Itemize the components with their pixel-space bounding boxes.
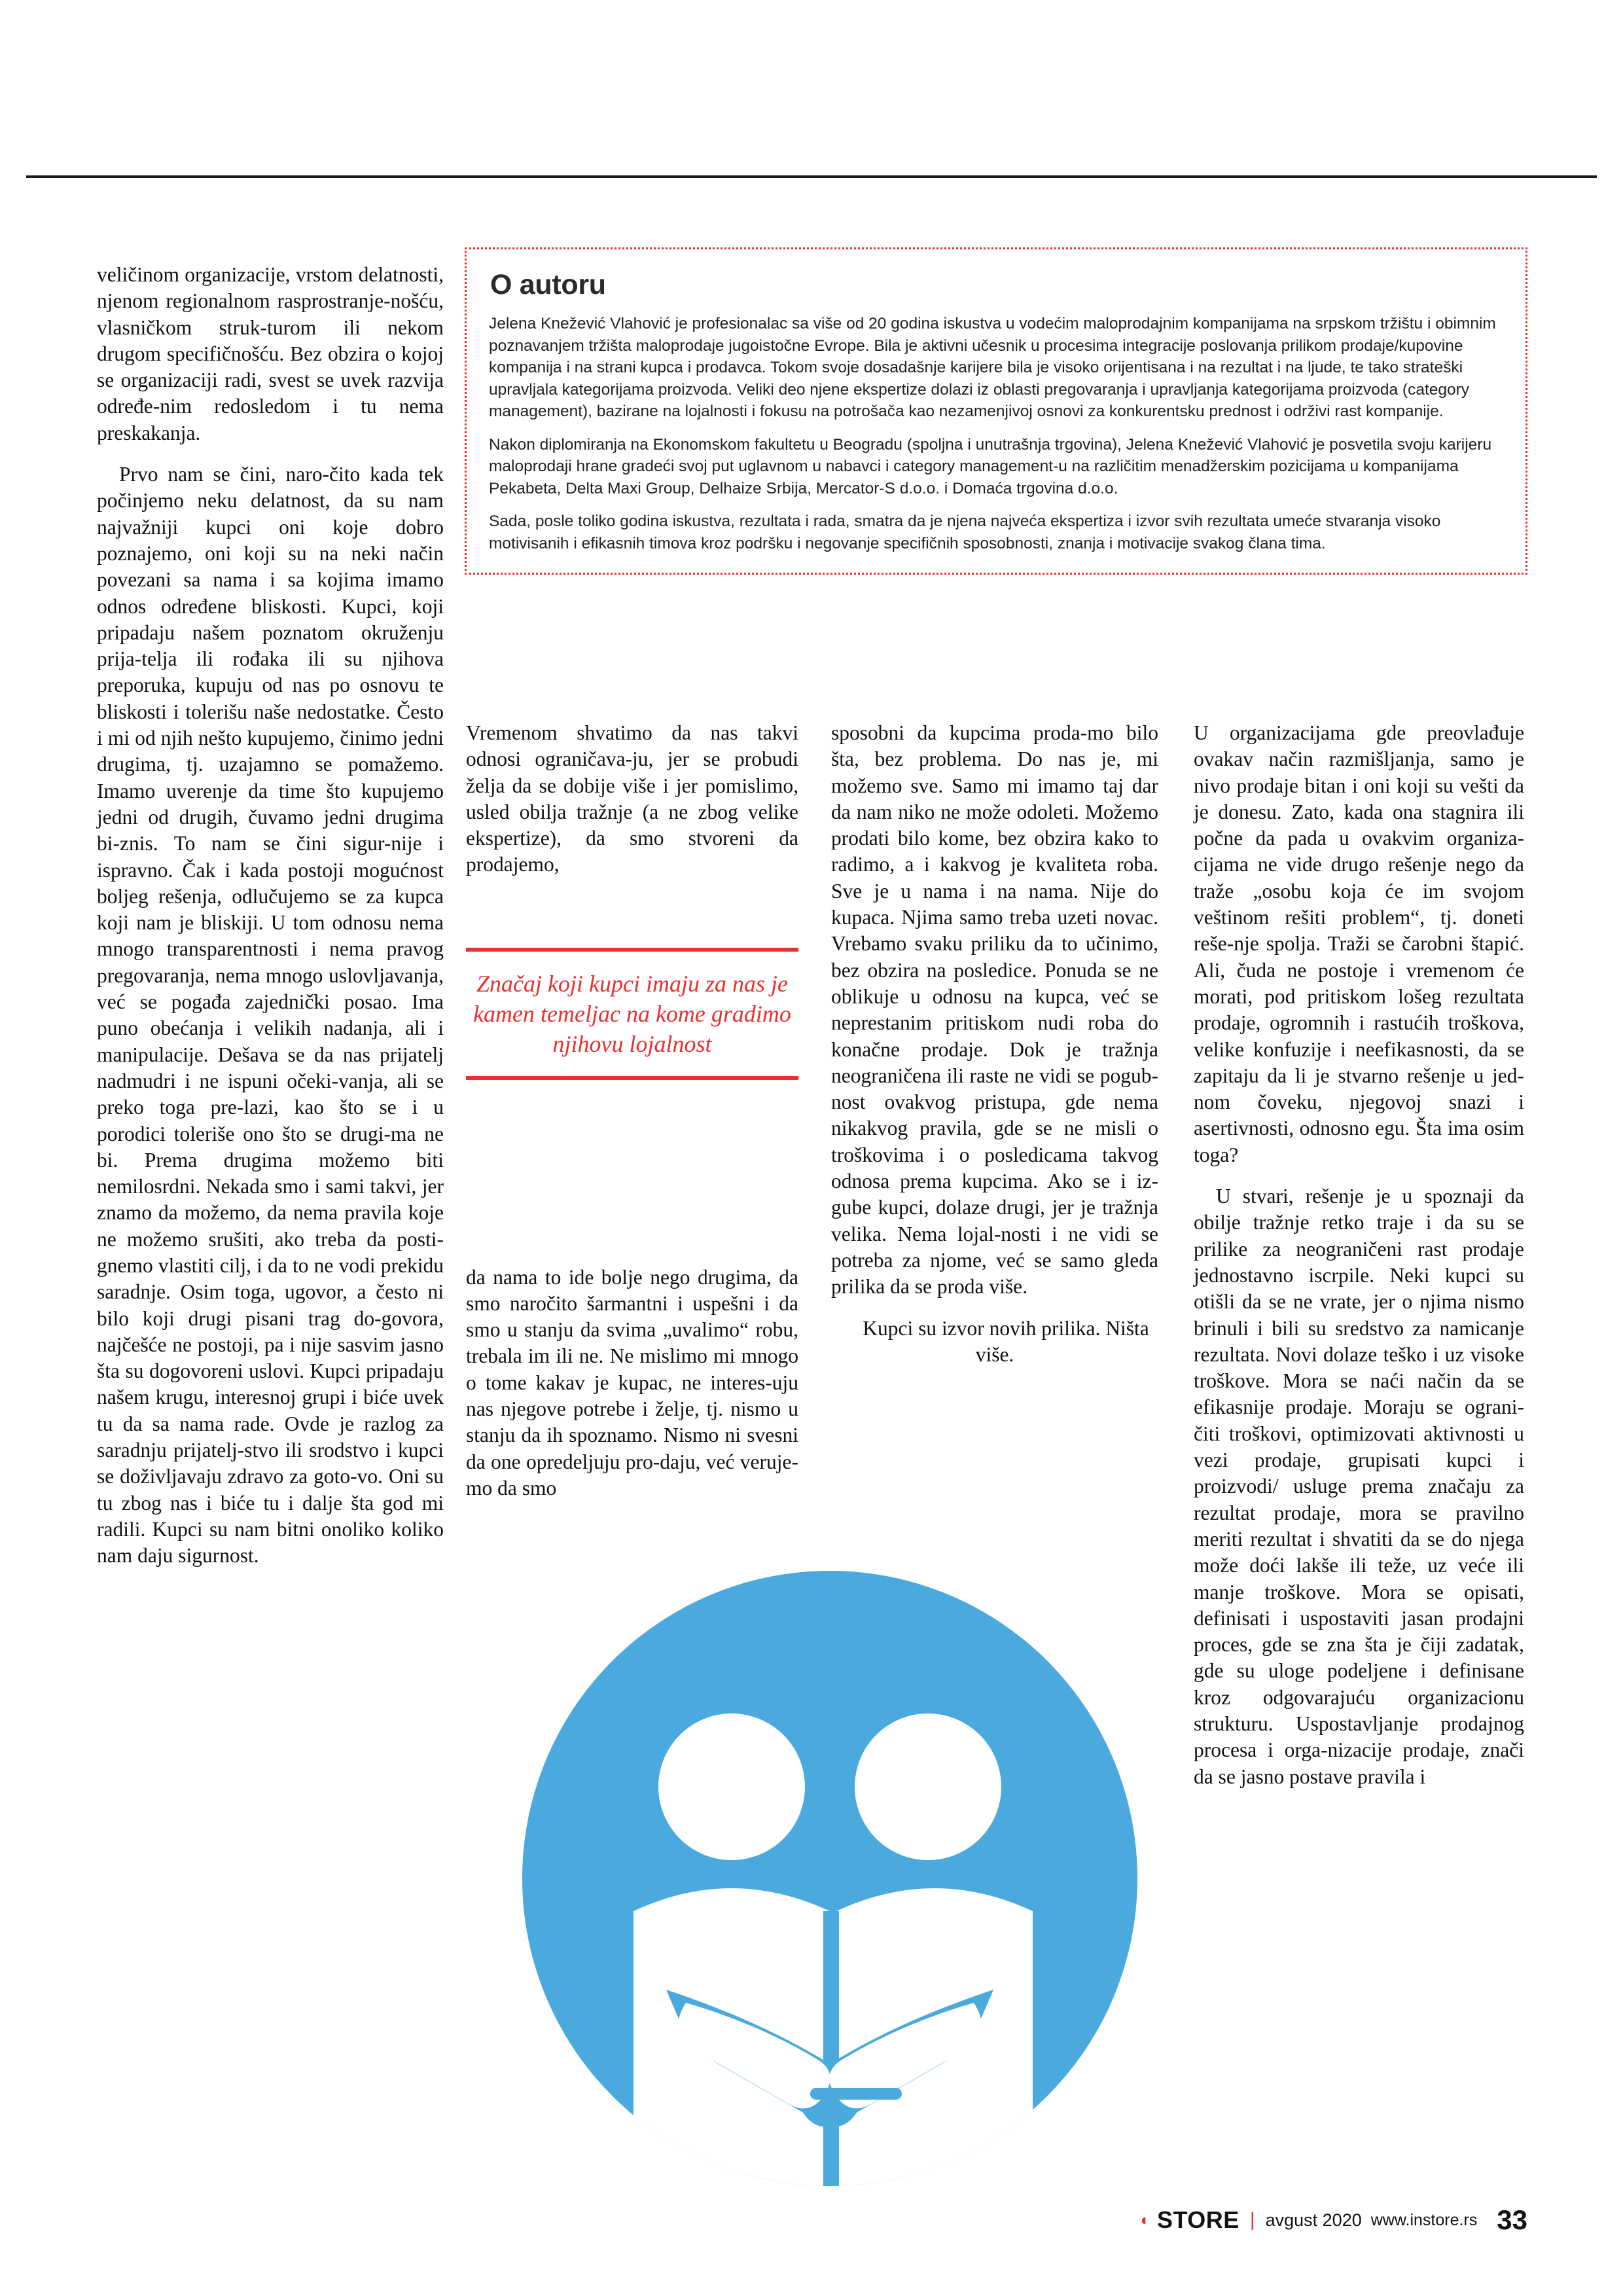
paragraph: Prvo nam se čini, naro-čito kada tek počinjemo neku delatnost, da su nam najvažniji kupci oni koje dobro poznajemo, oni koji su na neki način povezani sa nama i sa kojima imamo odnos određene bliskosti. Kupci, koji pripadaju našem poznatom okruženju prija-telja ili rođaka ili su njihova preporuka, kupuju od nas po osnovu te bliskosti i tolerišu naše nedostatke. Često i mi od njih nešto kupujemo, činimo jedni drugima, tj. uzajamno se pomažemo. Imamo uverenje da time što kupujemo jedni od drugih, čuvamo jedni drugima bi-znis. To nam se čini sigur-nije i ispravno. Čak i kada postoji mogućnost boljeg rešenja, odlučujemo se za kupca koji nam je bliskiji. U tom odnosu nema mnogo transparentnosti i nema pravog pregovaranja, nema mnogo uslovljavanja, već se pogađa zajednički posao. Ima puno obećanja i velikih nadanja, ali i manipulacije. Dešava se da nas prijatelj nadmudri i ne ispuni očeki-vanja, ali se preko toga pre-lazi, kao što se i u porodici toleriše ono što se drugi-ma ne bi. Prema drugima možemo biti nemilosrdni. Nekada smo i sami takvi, jer znamo da možemo, da nema pravila koje ne možemo srušiti, ako treba da posti-gnemo vlastiti cilj, i da to ne vodi prekidu saradnje. Osim toga, ugovor, a često ni bilo koji drugi pisani trag do-govora, najčešće ne postoji, pa i nije sasvim jasno šta su dogovoreni uslovi. Kupci pripadaju našem krugu, interesnoj grupi i biće uvek tu da sa nama rade. Ovde je razlog za saradnju prijatelj-stvo ili srodstvo i kupci se doživljavaju zdravo za goto-vo. Oni su tu zbog nas i biće tu i dalje šta god mi radili. Kupci su nam bitni onoliko koliko nam daju sigurnost. (97, 463, 444, 1568)
footer-separator: | (1249, 2209, 1255, 2231)
article-column-right (831, 720, 1158, 1368)
store-mark-icon: ◖ (1138, 2210, 1148, 2229)
article-column-left (97, 262, 444, 1570)
footer-brand: STORE (1156, 2206, 1240, 2233)
header-rule (26, 175, 1597, 178)
author-box (465, 247, 1527, 575)
footer-issue-date: avgust 2020 (1265, 2210, 1362, 2230)
author-paragraph: Nakon diplomiranja na Ekonomskom fakultetu u Beogradu (spoljna i unutrašnja trgovina), Jelena Knežević Vlahović je posvetila svoju karijeru maloprodaji hrane gradeći svoj put uglavnom u nabavci i category management-u na različitim menadžerskim pozicijama u kompanijama Pekabeta, Delta Maxi Group, Delhaize Srbija, Mercator-S d.o.o. i Domaća trgovina d.o.o. (489, 435, 1492, 497)
pull-quote-rule-bottom (466, 1076, 798, 1080)
author-box-title: O autoru (490, 269, 606, 300)
page-number: 33 (1497, 2204, 1527, 2235)
pull-quote-text: Značaj koji kupci imaju za nas je kamen temeljac na kome gradimo njihovu lojalnost (473, 971, 791, 1057)
paragraph: U stvari, rešenje je u spoznaji da obilje tražnje retko traje i da su se prilike za neograničeni rast prodaje jednostavno iscrpile. Neki kupci su otišli da se ne vrate, jer o njima nismo brinuli i bili su sredstvo za namicanje rezultata. Novi dolaze teško i uz visoke troškove. Mora se naći način da se efikasnije prodaje. Moraju se ograni-čiti troškovi, optimizovati aktivnosti u vezi prodaje, grupisati kupci i proizvodi/ usluge prema značaju za rezultat prodaje, mora se pravilno meriti rezultat i shvatiti da se do njega može doći lakše ili teže, uz veće ili manje troškove. Mora se opisati, definisati i uspostaviti jasan prodajni proces, gde se zna šta je čiji zadatak, gde su uloge podeljene i definisane kroz odgovarajuću organizacionu strukturu. Uspostavljanje prodajnog procesa i orga-nizacije prodaje, znači da se jasno postave pravila i (1194, 1185, 1524, 1788)
paragraph: da nama to ide bolje nego drugima, da smo naročito šarmantni i uspešni i da smo u stanju da svima „uvalimo“ robu, trebala im ili ne. Ne mislimo mi mnogo o tome kakav je kupac, ne interes-uju nas njegove potrebe i želje, tj. nismo u stanju da ih spoznamo. Nismo ni svesni da one opredeljuju pro-daju, već veruje-mo da smo (466, 1265, 798, 1499)
paragraph: U organizacijama gde preovlađuje ovakav način razmišljanja, samo je nivo prodaje bitan i oni koji su vešti da je donesu. Zato, kada ona stagnira ili počne da pada u ovakvim organiza-cijama ne vide drugo rešenje nego da traže „osobu koja će im svojom veštinom rešiti problem“, tj. doneti reše-nje spolja. Traži se čarobni štapić. Ali, čuda ne postoje i vremenom će morati, pod pritiskom lošeg rezultata prodaje, ogromnih i rastućih troškova, velike konfuzije i neefikasnosti, da se zapitaju da li je stvarno rešenje u jed-nom čoveku, njegovoj snazi i asertivnosti, odnosno egu. Šta ima osim toga? (1194, 721, 1524, 1166)
author-paragraph: Sada, posle toliko godina iskustva, rezultata i rada, smatra da je njena najveća ekspertiza i izvor svih rezultata umeće stvaranja visoko motivisanih i efikasnih timova kroz podršku i negovanje specifičnih sposobnosti, znanja i motivacije svakog člana tima. (489, 512, 1441, 552)
footer-website: www.instore.rs (1370, 2210, 1478, 2229)
author-paragraph: Jelena Knežević Vlahović je profesionalac sa više od 20 godina iskustva u vodećim maloprodajnim kompanijama na srpskom tržištu i obimnim poznavanjem tržišta maloprodaje jugoistočne Evrope. Bila je aktivni učesnik u procesima integracije poslovanja prilikom prodaje/kupovine kompanija i na strani kupca i prodavca. Tokom svoje dosadašnje karijere bila je visoko orijentisana i na rezultat i na ljude, te tako strateški upravljala kategorijama proizvoda. Veliki deo njene ekspertize dolazi iz oblasti pregovaranja i upravljanja kategorijama proizvoda (category management), bazirane na lojalnosti i fokusu na potrošača kao nezamenjivoj osnovi za konkurentsku prednost i održivi rast kompanije. (489, 315, 1496, 420)
pull-quote (466, 948, 798, 1080)
paragraph: Vremenom shvatimo da nas takvi odnosi ograničava-ju, jer se probudi želja da se dobije više i jer pomislimo, usled obilja tražnje (a ne zbog velike ekspertize), da smo stvoreni da prodajemo, (466, 721, 798, 876)
paragraph: veličinom organizacije, vrstom delatnosti, njenom regionalnom rasprostranje-nošću, vlasničkom struk-turom ili nekom drugom specifičnošću. Bez obzira o kojoj se organizaciji radi, svest se uvek razvija određe-nim redosledom i tu nema preskakanja. (97, 263, 444, 444)
article-column-far-right (1194, 720, 1524, 1790)
handshake-illustration (470, 1571, 1190, 2238)
article-column-middle-top (466, 720, 798, 878)
article-column-middle-bottom (466, 1244, 798, 1522)
paragraph: sposobni da kupcima proda-mo bilo šta, bez problema. Do nas je, mi možemo sve. Samo mi imamo taj dar da nam niko ne može odoleti. Možemo prodati bilo kome, bez obzira kako to radimo, a i kakvog je kvaliteta roba. Sve je u nama i na nama. Nije do kupaca. Njima samo treba uzeti novac. Vrebamo svaku priliku da to učinimo, bez obzira na posledice. Ponuda se ne oblikuje u odnosu na kupca, već se neprestanim pritiskom nudi roba do konačne prodaje. Dok je tražnja neograničena ili raste ne vidi se pogub-nost ovakvog pristupa, gde nema nikakvog pravila, gde se ne misli o troškovima i o posledicama takvog odnosa prema kupcima. Ako se i iz-gube kupci, dolaze drugi, jer je tražnja velika. Nema lojal-nosti i ne vidi se potreba za njome, već se samo gleda prilika da se proda više. (831, 721, 1158, 1299)
paragraph: Kupci su izvor novih prilika. Ništa više. (863, 1316, 1149, 1366)
page-footer (0, 2204, 1623, 2244)
